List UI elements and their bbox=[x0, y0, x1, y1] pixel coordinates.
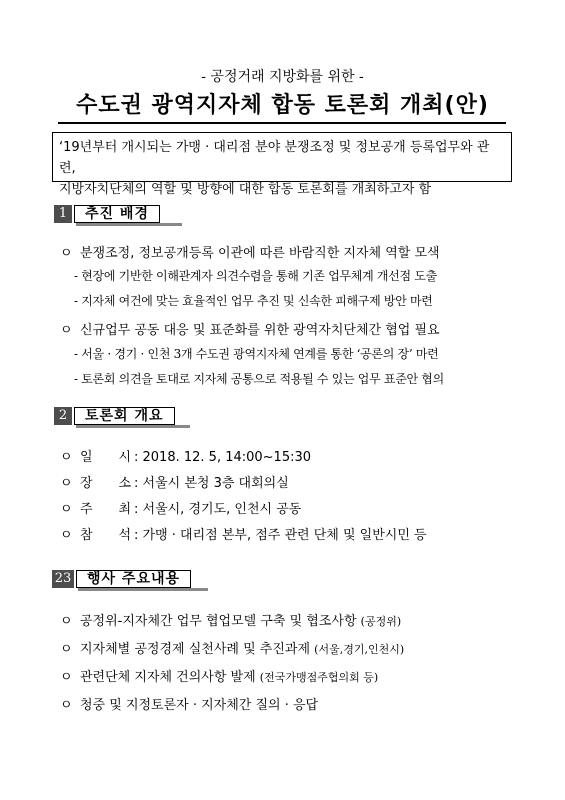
overview-label: 장 소 bbox=[80, 476, 132, 491]
content-item bbox=[60, 610, 401, 629]
content-note: (공정위) bbox=[360, 615, 402, 628]
overview-value: : 서울시 본청 3층 대회의실 bbox=[134, 476, 289, 491]
bullet-item bbox=[60, 242, 440, 261]
content-text: 지자체별 공정경제 실천사례 및 추진과제 bbox=[80, 642, 311, 657]
section-number-1: 1 bbox=[54, 205, 72, 223]
bullet-text: 신규업무 공동 대응 및 표준화를 위한 광역자치단체간 협업 필요 bbox=[80, 323, 440, 338]
overview-label: 일 시 bbox=[80, 450, 132, 465]
purpose-line-1: ‘19년부터 개시되는 가맹 · 대리점 분야 분쟁조정 및 정보공개 등록업무와 관련, bbox=[59, 140, 490, 176]
purpose-box bbox=[52, 132, 512, 197]
content-text: 청중 및 지정토론자 · 지자체간 질의 · 응답 bbox=[80, 698, 319, 713]
bullet-mark: ㅇ bbox=[60, 450, 73, 465]
sub-item: - 지자체 여건에 맞는 효율적인 업무 추진 및 신속한 피해구제 방안 마련 bbox=[74, 294, 433, 308]
section-label-shadow bbox=[78, 588, 208, 591]
title-underline bbox=[58, 122, 506, 124]
bullet-mark: ㅇ bbox=[60, 246, 73, 261]
section-label-2: 토론회 개요 bbox=[74, 407, 175, 425]
bullet-mark: ㅇ bbox=[60, 614, 73, 629]
overview-value: : 서울시, 경기도, 인천시 공동 bbox=[134, 502, 302, 517]
sub-item: - 현장에 기반한 이해관계자 의견수렴을 통해 기존 업무체계 개선점 도출 bbox=[74, 269, 437, 283]
bullet-mark: ㅇ bbox=[60, 528, 73, 543]
content-item bbox=[60, 694, 318, 713]
content-text: 관련단체 지자체 건의사항 발제 bbox=[80, 670, 256, 685]
bullet-item bbox=[60, 319, 440, 338]
bullet-text: 분쟁조정, 정보공개등록 이관에 따른 바람직한 지자체 역할 모색 bbox=[80, 246, 440, 261]
overview-item bbox=[60, 472, 289, 491]
content-note: (서울,경기,인천시) bbox=[314, 643, 405, 656]
content-item bbox=[60, 666, 378, 685]
bullet-mark: ㅇ bbox=[60, 698, 73, 713]
section-label-3: 행사 주요내용 bbox=[76, 570, 191, 588]
document-title: 수도권 광역지자체 합동 토론회 개최(안) bbox=[76, 93, 489, 118]
bullet-mark: ㅇ bbox=[60, 642, 73, 657]
content-note: (전국가맹점주협의회 등) bbox=[259, 671, 379, 684]
content-item bbox=[60, 638, 404, 657]
purpose-line-2: 지방자치단체의 역할 및 방향에 대한 합동 토론회를 개최하고자 함 bbox=[59, 182, 432, 197]
overview-item bbox=[60, 498, 301, 517]
sub-item: - 토론회 의견을 토대로 지자체 공통으로 적용될 수 있는 업무 표준안 협의 bbox=[74, 372, 444, 386]
content-text: 공정위-지자체간 업무 협업모델 구축 및 협조사항 bbox=[80, 614, 357, 629]
overview-label: 주 최 bbox=[80, 502, 132, 517]
overview-value: : 2018. 12. 5, 14:00~15:30 bbox=[134, 450, 312, 465]
overview-item bbox=[60, 446, 311, 465]
bullet-mark: ㅇ bbox=[60, 670, 73, 685]
section-label-shadow bbox=[76, 223, 182, 226]
section-label-shadow bbox=[76, 425, 190, 428]
sub-item: - 서울 · 경기 · 인천 3개 수도권 광역지자체 연계를 통한 ‘공론의 장’ 마련 bbox=[74, 347, 439, 361]
overview-value: : 가맹 · 대리점 본부, 점주 관련 단체 및 일반시민 등 bbox=[134, 528, 427, 543]
section-label-1: 추진 배경 bbox=[74, 205, 160, 223]
section-number-2: 2 bbox=[54, 407, 72, 425]
bullet-mark: ㅇ bbox=[60, 476, 73, 491]
document-subtitle: - 공정거래 지방화를 위한 - bbox=[201, 69, 364, 85]
section-number-3: 23 bbox=[52, 570, 74, 588]
overview-item bbox=[60, 524, 427, 543]
overview-label: 참 석 bbox=[80, 528, 132, 543]
bullet-mark: ㅇ bbox=[60, 323, 73, 338]
bullet-mark: ㅇ bbox=[60, 502, 73, 517]
